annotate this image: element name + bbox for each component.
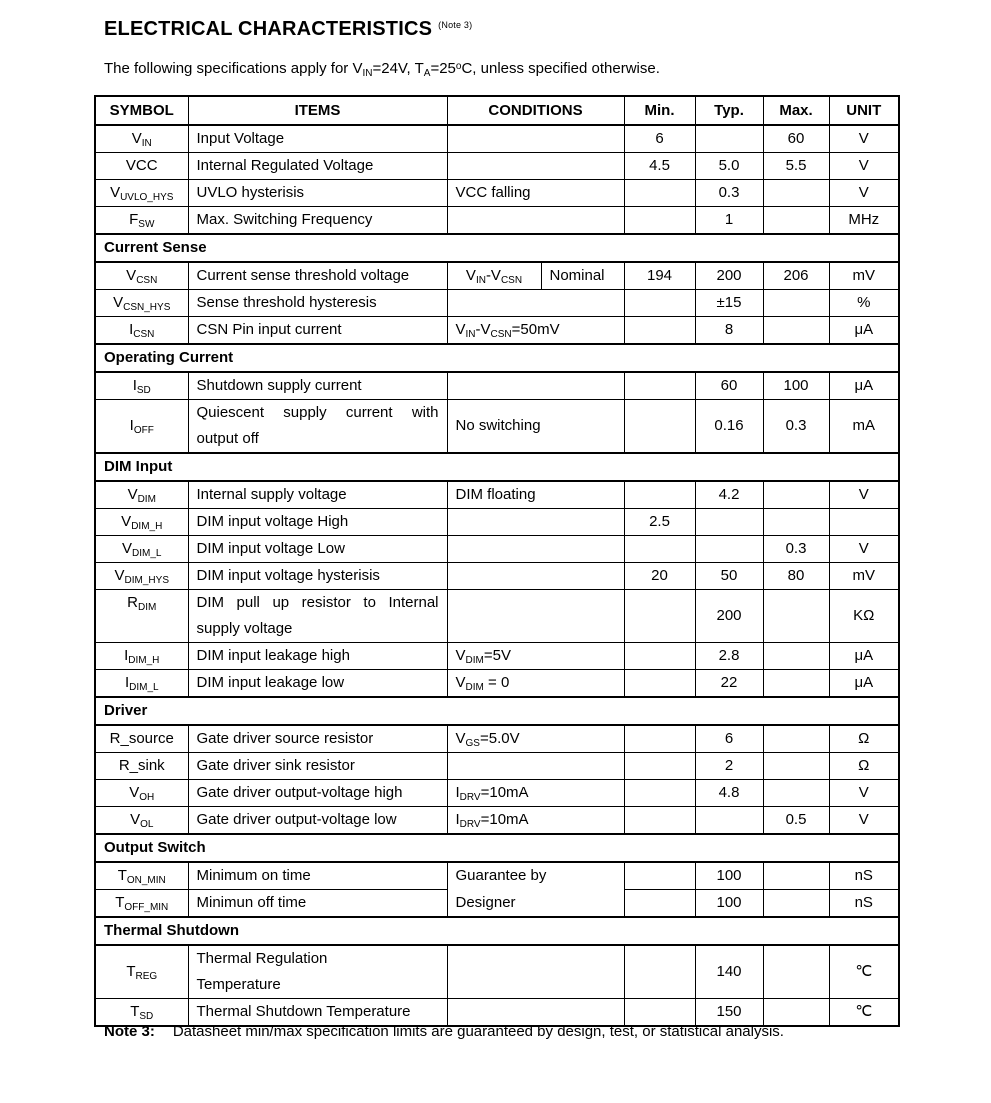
max-cell xyxy=(763,753,829,780)
header-items: ITEMS xyxy=(188,96,447,125)
symbol-cell: $I_{DIM\_H}$ xyxy=(95,643,188,670)
header-symbol: SYMBOL xyxy=(95,96,188,125)
min-cell xyxy=(624,753,695,780)
table-row xyxy=(95,753,899,780)
min-cell: 2.5 xyxy=(624,509,695,536)
condition-cell xyxy=(447,563,624,590)
max-cell xyxy=(763,180,829,207)
table-row xyxy=(95,180,899,207)
table-header-row xyxy=(95,96,899,125)
symbol-cell: $I_{DIM\_L}$ xyxy=(95,670,188,698)
typ-cell xyxy=(695,807,763,835)
symbol-cell: $F_{SW}$ xyxy=(95,207,188,235)
condition-cell xyxy=(447,372,624,400)
unit-cell: V xyxy=(829,153,899,180)
condition-cell xyxy=(447,153,624,180)
item-cell: Max. Switching Frequency xyxy=(188,207,447,235)
item-cell: Minimum on time xyxy=(188,862,447,890)
condition-cell: $V_{DIM}=5V$ xyxy=(447,643,624,670)
condition-cell: $I_{DRV}=10mA$ xyxy=(447,807,624,835)
item-cell: Quiescent supply current with output off xyxy=(188,400,447,454)
max-cell xyxy=(763,780,829,807)
section-row xyxy=(95,917,899,945)
max-cell xyxy=(763,945,829,999)
item-cell: Internal Regulated Voltage xyxy=(188,153,447,180)
typ-cell: 60 xyxy=(695,372,763,400)
min-cell xyxy=(624,999,695,1027)
symbol-cell: $V_{DIM\_HYS}$ xyxy=(95,563,188,590)
symbol-cell: $T_{SD}$ xyxy=(95,999,188,1027)
table-row xyxy=(95,481,899,509)
typ-cell: 150 xyxy=(695,999,763,1027)
min-cell xyxy=(624,670,695,698)
condition-cell: Designer xyxy=(447,890,624,918)
condition-cell: $V_{IN}-V_{CSN}=50mV$ xyxy=(447,317,624,345)
min-cell xyxy=(624,890,695,918)
typ-cell: 100 xyxy=(695,890,763,918)
unit-cell: V xyxy=(829,780,899,807)
unit-cell: ℃ xyxy=(829,999,899,1027)
item-cell: Minimun off time xyxy=(188,890,447,918)
min-cell xyxy=(624,862,695,890)
min-cell xyxy=(624,372,695,400)
item-cell: Gate driver source resistor xyxy=(188,725,447,753)
item-cell: Gate driver sink resistor xyxy=(188,753,447,780)
unit-cell: nS xyxy=(829,890,899,918)
max-cell: 0.3 xyxy=(763,536,829,563)
section-row xyxy=(95,234,899,262)
min-cell xyxy=(624,290,695,317)
typ-cell: 22 xyxy=(695,670,763,698)
table-row xyxy=(95,999,899,1027)
table-row xyxy=(95,780,899,807)
section-row xyxy=(95,697,899,725)
typ-cell: 0.3 xyxy=(695,180,763,207)
min-cell: 194 xyxy=(624,262,695,290)
title-note-ref: (Note 3) xyxy=(438,20,473,30)
max-cell xyxy=(763,643,829,670)
condition-cell xyxy=(447,590,624,643)
max-cell xyxy=(763,317,829,345)
symbol-cell: $T_{ON\_MIN}$ xyxy=(95,862,188,890)
condition-cell: No switching xyxy=(447,400,624,454)
header-typ: Typ. xyxy=(695,96,763,125)
unit-cell xyxy=(829,509,899,536)
symbol-cell: $I_{SD}$ xyxy=(95,372,188,400)
max-cell xyxy=(763,725,829,753)
condition-cell: $V_{IN}-V_{CSN}$ xyxy=(447,262,541,290)
table-row xyxy=(95,290,899,317)
table-row xyxy=(95,262,899,290)
spec-conditions: The following specifications apply for $V_{IN}=24V$, $T_A=25^oC$, unless specified otherwise. xyxy=(104,60,660,79)
max-cell xyxy=(763,670,829,698)
condition-cell: $V_{DIM} = 0$ xyxy=(447,670,624,698)
table-row xyxy=(95,400,899,454)
unit-cell: V xyxy=(829,536,899,563)
max-cell: 5.5 xyxy=(763,153,829,180)
typ-cell xyxy=(695,509,763,536)
max-cell: 0.3 xyxy=(763,400,829,454)
unit-cell: V xyxy=(829,125,899,153)
typ-cell: 50 xyxy=(695,563,763,590)
section-row xyxy=(95,834,899,862)
min-cell xyxy=(624,780,695,807)
electrical-characteristics-table xyxy=(94,95,900,1027)
unit-cell: Ω xyxy=(829,725,899,753)
item-cell: DIM pull up resistor to Internal supply voltage xyxy=(188,590,447,643)
item-cell: DIM input voltage hysterisis xyxy=(188,563,447,590)
symbol-cell: $V_{DIM\_L}$ xyxy=(95,536,188,563)
unit-cell: μA xyxy=(829,670,899,698)
footnote-text: Datasheet min/max specification limits are guaranteed by design, test, or statistical analysis. xyxy=(172,1023,784,1040)
unit-cell: nS xyxy=(829,862,899,890)
table-row xyxy=(95,509,899,536)
condition-cell xyxy=(447,509,624,536)
item-cell: UVLO hysterisis xyxy=(188,180,447,207)
item-cell: Shutdown supply current xyxy=(188,372,447,400)
condition-cell: VCC falling xyxy=(447,180,624,207)
symbol-cell: $V_{DIM}$ xyxy=(95,481,188,509)
typ-cell: 200 xyxy=(695,590,763,643)
unit-cell: Ω xyxy=(829,753,899,780)
typ-cell: 2.8 xyxy=(695,643,763,670)
symbol-cell: $V_{OH}$ xyxy=(95,780,188,807)
symbol-cell: R_sink xyxy=(95,753,188,780)
condition-cell: Nominal xyxy=(541,262,624,290)
condition-cell xyxy=(447,536,624,563)
min-cell xyxy=(624,400,695,454)
typ-cell: 2 xyxy=(695,753,763,780)
typ-cell: 100 xyxy=(695,862,763,890)
section-title-thermal-shutdown: Thermal Shutdown xyxy=(95,917,899,945)
min-cell xyxy=(624,481,695,509)
typ-cell: 4.8 xyxy=(695,780,763,807)
item-cell: Thermal Regulation Temperature xyxy=(188,945,447,999)
typ-cell xyxy=(695,125,763,153)
unit-cell: μA xyxy=(829,317,899,345)
typ-cell: 0.16 xyxy=(695,400,763,454)
max-cell: 100 xyxy=(763,372,829,400)
table-row xyxy=(95,153,899,180)
unit-cell: μA xyxy=(829,372,899,400)
item-cell: DIM input leakage high xyxy=(188,643,447,670)
item-cell: Internal supply voltage xyxy=(188,481,447,509)
footnote-label: Note 3: xyxy=(104,1023,155,1040)
section-title-dim-input: DIM Input xyxy=(95,453,899,481)
table-row xyxy=(95,945,899,999)
section-title-output-switch: Output Switch xyxy=(95,834,899,862)
symbol-cell: $V_{CSN}$ xyxy=(95,262,188,290)
condition-cell xyxy=(447,999,624,1027)
min-cell xyxy=(624,590,695,643)
unit-cell: ℃ xyxy=(829,945,899,999)
max-cell xyxy=(763,481,829,509)
item-cell: Gate driver output-voltage high xyxy=(188,780,447,807)
max-cell xyxy=(763,509,829,536)
min-cell xyxy=(624,207,695,235)
section-title-current-sense: Current Sense xyxy=(95,234,899,262)
typ-cell: 8 xyxy=(695,317,763,345)
max-cell xyxy=(763,590,829,643)
min-cell xyxy=(624,725,695,753)
condition-cell xyxy=(447,753,624,780)
unit-cell: V xyxy=(829,807,899,835)
item-cell: DIM input leakage low xyxy=(188,670,447,698)
page-title: ELECTRICAL CHARACTERISTICS $^{(Note 3)}$ xyxy=(104,18,473,40)
header-unit: UNIT xyxy=(829,96,899,125)
table-row xyxy=(95,207,899,235)
table-row xyxy=(95,372,899,400)
min-cell xyxy=(624,807,695,835)
table-row xyxy=(95,125,899,153)
symbol-cell: $R_{DIM}$ xyxy=(95,590,188,643)
min-cell xyxy=(624,180,695,207)
section-row xyxy=(95,344,899,372)
unit-cell: μA xyxy=(829,643,899,670)
item-cell: DIM input voltage High xyxy=(188,509,447,536)
section-title-driver: Driver xyxy=(95,697,899,725)
symbol-cell: $T_{OFF\_MIN}$ xyxy=(95,890,188,918)
min-cell xyxy=(624,945,695,999)
item-cell: CSN Pin input current xyxy=(188,317,447,345)
max-cell: 0.5 xyxy=(763,807,829,835)
symbol-cell: $V_{DIM\_H}$ xyxy=(95,509,188,536)
condition-cell: Guarantee by xyxy=(447,862,624,890)
table-row xyxy=(95,807,899,835)
table-row xyxy=(95,590,899,643)
section-title-operating-current: Operating Current xyxy=(95,344,899,372)
table-row xyxy=(95,643,899,670)
condition-cell xyxy=(447,125,624,153)
max-cell xyxy=(763,207,829,235)
footnote xyxy=(104,1023,784,1040)
condition-cell xyxy=(447,945,624,999)
symbol-cell: $V_{OL}$ xyxy=(95,807,188,835)
max-cell xyxy=(763,999,829,1027)
max-cell xyxy=(763,290,829,317)
typ-cell: ±15 xyxy=(695,290,763,317)
typ-cell: 6 xyxy=(695,725,763,753)
unit-cell: % xyxy=(829,290,899,317)
symbol-cell: VCC xyxy=(95,153,188,180)
condition-cell: $I_{DRV}=10mA$ xyxy=(447,780,624,807)
symbol-cell: $V_{IN}$ xyxy=(95,125,188,153)
max-cell: 60 xyxy=(763,125,829,153)
typ-cell: 140 xyxy=(695,945,763,999)
item-cell: Current sense threshold voltage xyxy=(188,262,447,290)
max-cell xyxy=(763,890,829,918)
item-cell: DIM input voltage Low xyxy=(188,536,447,563)
unit-cell: V xyxy=(829,180,899,207)
min-cell: 4.5 xyxy=(624,153,695,180)
max-cell: 80 xyxy=(763,563,829,590)
symbol-cell: $I_{CSN}$ xyxy=(95,317,188,345)
unit-cell: mA xyxy=(829,400,899,454)
typ-cell: 5.0 xyxy=(695,153,763,180)
symbol-cell: $V_{UVLO\_HYS}$ xyxy=(95,180,188,207)
min-cell xyxy=(624,643,695,670)
symbol-cell: $V_{CSN\_HYS}$ xyxy=(95,290,188,317)
typ-cell: 1 xyxy=(695,207,763,235)
typ-cell xyxy=(695,536,763,563)
min-cell: 20 xyxy=(624,563,695,590)
max-cell: 206 xyxy=(763,262,829,290)
unit-cell: KΩ xyxy=(829,590,899,643)
header-max: Max. xyxy=(763,96,829,125)
unit-cell: MHz xyxy=(829,207,899,235)
table-row xyxy=(95,536,899,563)
table-row xyxy=(95,670,899,698)
header-min: Min. xyxy=(624,96,695,125)
section-row xyxy=(95,453,899,481)
min-cell xyxy=(624,536,695,563)
unit-cell: mV xyxy=(829,262,899,290)
header-conditions: CONDITIONS xyxy=(447,96,624,125)
symbol-cell: R_source xyxy=(95,725,188,753)
item-cell: Input Voltage xyxy=(188,125,447,153)
typ-cell: 4.2 xyxy=(695,481,763,509)
symbol-cell: $I_{OFF}$ xyxy=(95,400,188,454)
item-cell: Thermal Shutdown Temperature xyxy=(188,999,447,1027)
condition-cell: $V_{GS}=5.0V$ xyxy=(447,725,624,753)
table-row xyxy=(95,862,899,890)
min-cell: 6 xyxy=(624,125,695,153)
item-cell: Gate driver output-voltage low xyxy=(188,807,447,835)
typ-cell: 200 xyxy=(695,262,763,290)
symbol-cell: $T_{REG}$ xyxy=(95,945,188,999)
unit-cell: mV xyxy=(829,563,899,590)
unit-cell: V xyxy=(829,481,899,509)
item-cell: Sense threshold hysteresis xyxy=(188,290,447,317)
condition-cell: DIM floating xyxy=(447,481,624,509)
table-row xyxy=(95,890,899,918)
table-row xyxy=(95,563,899,590)
table-row xyxy=(95,317,899,345)
table-row xyxy=(95,725,899,753)
max-cell xyxy=(763,862,829,890)
condition-cell xyxy=(447,290,624,317)
condition-cell xyxy=(447,207,624,235)
min-cell xyxy=(624,317,695,345)
